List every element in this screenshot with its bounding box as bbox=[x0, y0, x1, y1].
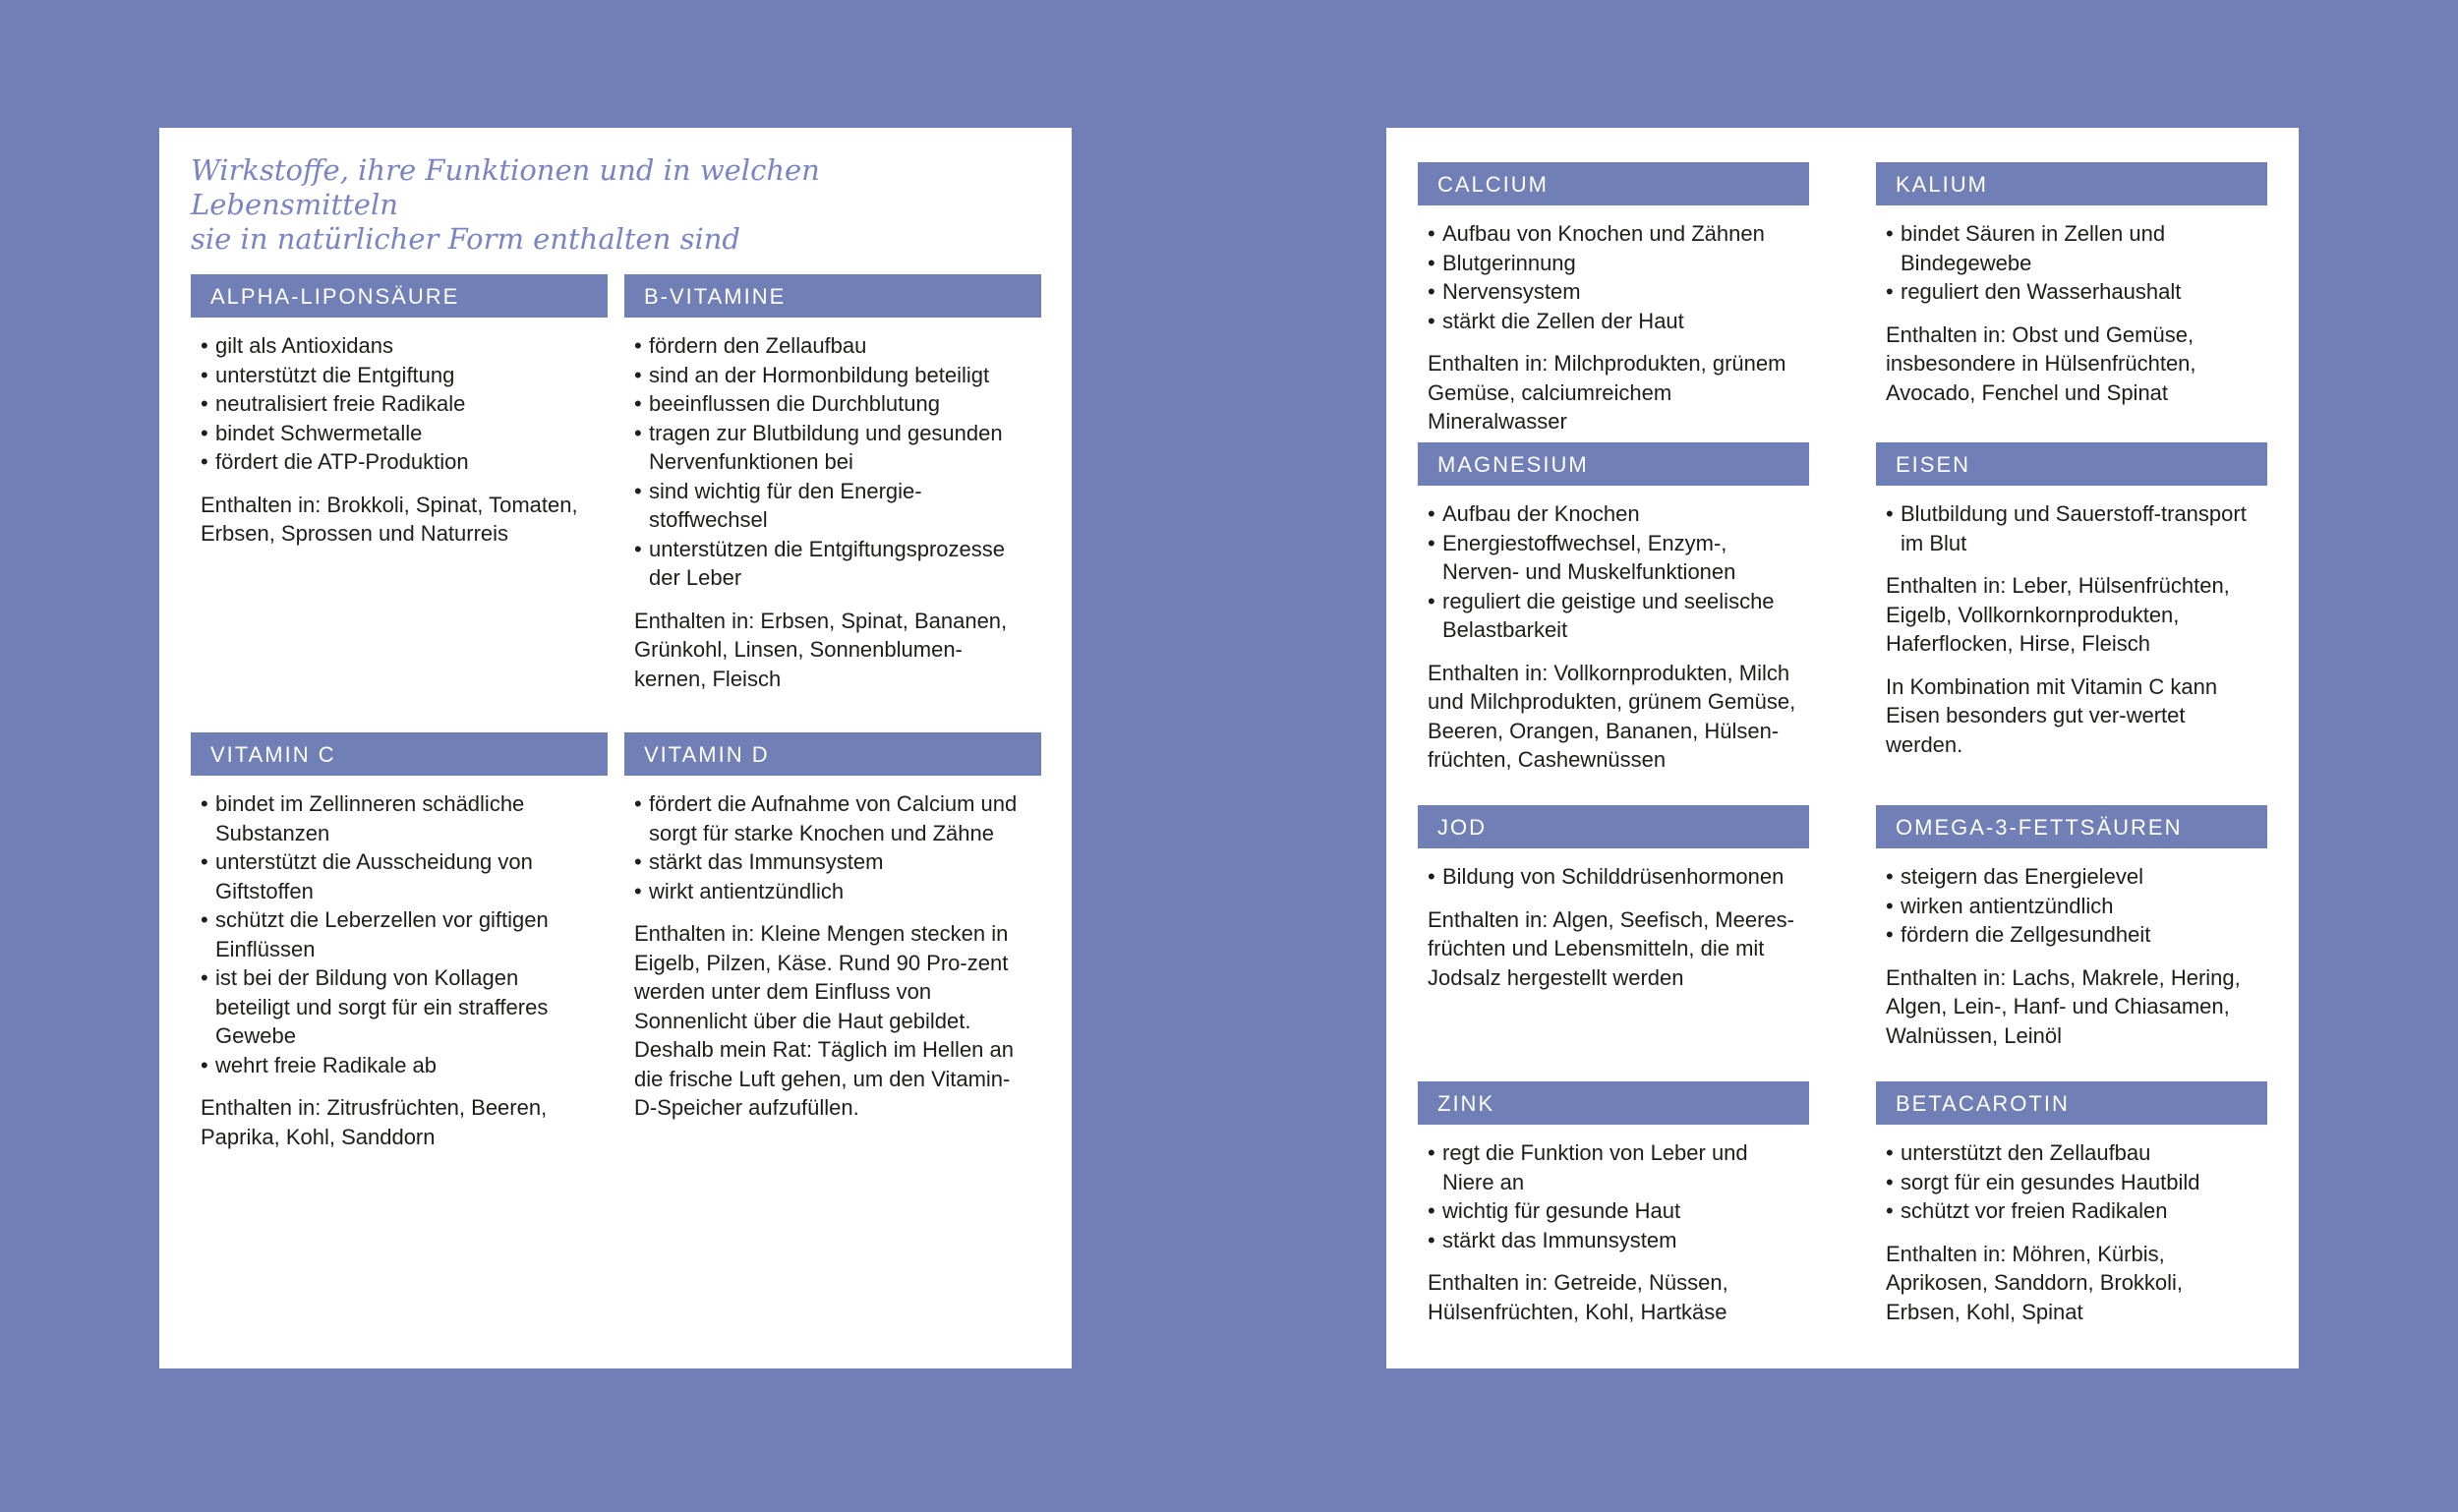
bullet-item: • regt die Funktion von Leber und Niere an bbox=[1428, 1138, 1799, 1196]
bullet-item: • wehrt freie Radikale ab bbox=[201, 1051, 598, 1080]
card-magnesium bbox=[1418, 442, 1809, 775]
sources-text: Enthalten in: Lachs, Makrele, Hering, Algen, Lein-, Hanf- und Chiasamen, Walnüssen, Leinöl bbox=[1886, 964, 2241, 1048]
sources-text: Enthalten in: Getreide, Nüssen, Hülsenfrüchten, Kohl, Hartkäse bbox=[1428, 1270, 1728, 1324]
bullet-list bbox=[1428, 1138, 1799, 1254]
bullet-item: • beeinflussen die Durchblutung bbox=[634, 389, 1031, 419]
card-body bbox=[1418, 205, 1809, 436]
card-omega-3-fettsaeuren bbox=[1876, 805, 2267, 1050]
bullet-item: • sind wichtig für den Energie-stoffwechsel bbox=[634, 477, 1031, 535]
bullet-item: • fördert die ATP-Produktion bbox=[201, 447, 598, 477]
sources-text: Enthalten in: Leber, Hülsenfrüchten, Eigelb, Vollkornkornprodukten, Haferflocken, Hirse, Fleisch bbox=[1886, 573, 2230, 656]
card-body bbox=[1876, 1125, 2267, 1326]
bullet-item: • schützt vor freien Radikalen bbox=[1886, 1196, 2257, 1226]
bullet-item: • reguliert die geistige und seelische Belastbarkeit bbox=[1428, 587, 1799, 645]
bullet-list bbox=[1428, 862, 1799, 892]
card-header: BETACAROTIN bbox=[1876, 1081, 2267, 1125]
bullet-item: • Aufbau der Knochen bbox=[1428, 499, 1799, 529]
card-header: CALCIUM bbox=[1418, 162, 1809, 205]
card-header: OMEGA-3-FETTSÄUREN bbox=[1876, 805, 2267, 848]
bullet-item: • unterstützen die Entgiftungsprozesse der Leber bbox=[634, 535, 1031, 593]
right-page bbox=[1386, 128, 2299, 1368]
sources-text: Enthalten in: Möhren, Kürbis, Aprikosen, Sanddorn, Brokkoli, Erbsen, Kohl, Spinat bbox=[1886, 1241, 2184, 1324]
sources-text: Enthalten in: Vollkornprodukten, Milch und Milchprodukten, grünem Gemüse, Beeren, Orangen, Bananen, Hülsen-früchten, Cashewnüssen bbox=[1428, 660, 1796, 772]
bullet-item: • unterstützt die Ausscheidung von Giftstoffen bbox=[201, 847, 598, 905]
bullet-item: • bindet Säuren in Zellen und Bindegewebe bbox=[1886, 219, 2257, 277]
card-body bbox=[1418, 1125, 1809, 1326]
bullet-list bbox=[1428, 219, 1799, 335]
bullet-item: • Energiestoffwechsel, Enzym-, Nerven- und Muskelfunktionen bbox=[1428, 529, 1799, 587]
bullet-item: • tragen zur Blutbildung und gesunden Nervenfunktionen bei bbox=[634, 419, 1031, 477]
bullet-item: • reguliert den Wasserhaushalt bbox=[1886, 277, 2257, 307]
bullet-list bbox=[1428, 499, 1799, 645]
bullet-list bbox=[1886, 1138, 2257, 1226]
bullet-item: • bindet im Zellinneren schädliche Substanzen bbox=[201, 789, 598, 847]
bullet-item: • wirkt antientzündlich bbox=[634, 877, 1031, 906]
bullet-item: • neutralisiert freie Radikale bbox=[201, 389, 598, 419]
card-eisen bbox=[1876, 442, 2267, 759]
card-header: MAGNESIUM bbox=[1418, 442, 1809, 486]
sources-text: Enthalten in: Erbsen, Spinat, Bananen, Grünkohl, Linsen, Sonnenblumen-kernen, Fleisch bbox=[634, 608, 1008, 691]
card-header: ZINK bbox=[1418, 1081, 1809, 1125]
bullet-item: • sind an der Hormonbildung beteiligt bbox=[634, 361, 1031, 390]
card-body bbox=[191, 776, 608, 1151]
card-body bbox=[1418, 486, 1809, 775]
bullet-list bbox=[1886, 499, 2257, 557]
bullet-item: • gilt als Antioxidans bbox=[201, 331, 598, 361]
bullet-item: • fördern die Zellgesundheit bbox=[1886, 920, 2257, 950]
card-body bbox=[191, 318, 608, 549]
card-header: ALPHA-LIPONSÄURE bbox=[191, 274, 608, 318]
bullet-list bbox=[634, 789, 1031, 905]
sources-text: Enthalten in: Algen, Seefisch, Meeres-früchten und Lebensmitteln, die mit Jodsalz hergestellt werden bbox=[1428, 906, 1794, 990]
note-text: In Kombination mit Vitamin C kann Eisen besonders gut ver-wertet werden. bbox=[1886, 673, 2218, 757]
bullet-item: • fördern den Zellaufbau bbox=[634, 331, 1031, 361]
left-page bbox=[159, 128, 1072, 1368]
bullet-list bbox=[1886, 219, 2257, 307]
card-header: JOD bbox=[1418, 805, 1809, 848]
sources-text: Enthalten in: Milchprodukten, grünem Gemüse, calciumreichem Mineralwasser bbox=[1428, 351, 1786, 434]
bullet-item: • Blutgerinnung bbox=[1428, 249, 1799, 278]
bullet-item: • stärkt die Zellen der Haut bbox=[1428, 307, 1799, 336]
bullet-item: • stärkt das Immunsystem bbox=[634, 847, 1031, 877]
sources-text: Enthalten in: Obst und Gemüse, insbesondere in Hülsenfrüchten, Avocado, Fenchel und Spinat bbox=[1886, 321, 2196, 405]
card-header: VITAMIN C bbox=[191, 732, 608, 776]
card-betacarotin bbox=[1876, 1081, 2267, 1326]
card-header: EISEN bbox=[1876, 442, 2267, 486]
card-jod bbox=[1418, 805, 1809, 992]
bullet-item: • steigern das Energielevel bbox=[1886, 862, 2257, 892]
card-kalium bbox=[1876, 162, 2267, 407]
page-title-line-2: sie in natürlicher Form enthalten sind bbox=[191, 222, 741, 256]
bullet-item: • unterstützt die Entgiftung bbox=[201, 361, 598, 390]
card-header: VITAMIN D bbox=[624, 732, 1041, 776]
bullet-item: • ist bei der Bildung von Kollagen beteiligt und sorgt für ein strafferes Gewebe bbox=[201, 963, 598, 1051]
bullet-list bbox=[201, 331, 598, 477]
bullet-item: • Blutbildung und Sauerstoff-transport im Blut bbox=[1886, 499, 2257, 557]
card-body bbox=[1418, 848, 1809, 992]
card-vitamin-c bbox=[191, 732, 608, 1151]
bullet-item: • wichtig für gesunde Haut bbox=[1428, 1196, 1799, 1226]
card-vitamin-d bbox=[624, 732, 1041, 1123]
bullet-list bbox=[201, 789, 598, 1079]
bullet-list bbox=[634, 331, 1031, 593]
card-calcium bbox=[1418, 162, 1809, 436]
sources-text: Enthalten in: Zitrusfrüchten, Beeren, Paprika, Kohl, Sanddorn bbox=[201, 1095, 548, 1149]
card-alpha-liponsaeure bbox=[191, 274, 608, 549]
sources-text: Enthalten in: Brokkoli, Spinat, Tomaten, Erbsen, Sprossen und Naturreis bbox=[201, 492, 578, 546]
bullet-list bbox=[1886, 862, 2257, 950]
card-header: B-VITAMINE bbox=[624, 274, 1041, 318]
bullet-item: • sorgt für ein gesundes Hautbild bbox=[1886, 1168, 2257, 1197]
card-header: KALIUM bbox=[1876, 162, 2267, 205]
card-body bbox=[624, 776, 1041, 1123]
card-b-vitamine bbox=[624, 274, 1041, 693]
bullet-item: • schützt die Leberzellen vor giftigen Einflüssen bbox=[201, 905, 598, 963]
bullet-item: • Nervensystem bbox=[1428, 277, 1799, 307]
bullet-item: • stärkt das Immunsystem bbox=[1428, 1226, 1799, 1255]
card-body bbox=[1876, 848, 2267, 1050]
card-body bbox=[1876, 205, 2267, 407]
bullet-item: • wirken antientzündlich bbox=[1886, 892, 2257, 921]
bullet-item: • fördert die Aufnahme von Calcium und sorgt für starke Knochen und Zähne bbox=[634, 789, 1031, 847]
sources-text: Enthalten in: Kleine Mengen stecken in Eigelb, Pilzen, Käse. Rund 90 Pro-zent werden unter dem Einfluss von Sonnenlicht über die Haut gebildet. Deshalb mein Rat: Täglich im Hellen an die frische Luft gehen, um den Vitamin-D-Speicher aufzufüllen. bbox=[634, 921, 1014, 1120]
page-title bbox=[191, 153, 997, 257]
bullet-item: • Bildung von Schilddrüsenhormonen bbox=[1428, 862, 1799, 892]
bullet-item: • bindet Schwermetalle bbox=[201, 419, 598, 448]
card-zink bbox=[1418, 1081, 1809, 1326]
bullet-item: • Aufbau von Knochen und Zähnen bbox=[1428, 219, 1799, 249]
card-body bbox=[624, 318, 1041, 693]
bullet-item: • unterstützt den Zellaufbau bbox=[1886, 1138, 2257, 1168]
card-body bbox=[1876, 486, 2267, 759]
page-title-line-1: Wirkstoffe, ihre Funktionen und in welchen Lebensmitteln bbox=[191, 153, 820, 221]
